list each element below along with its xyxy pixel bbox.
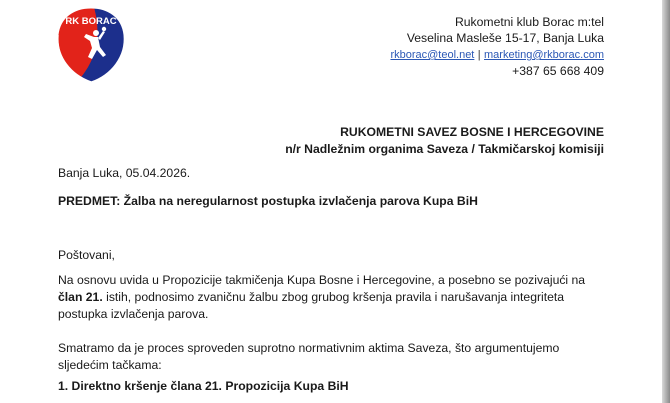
- recipient-line-1: RUKOMETNI SAVEZ BOSNE I HERCEGOVINE: [340, 125, 604, 139]
- paragraph-1: [58, 272, 606, 324]
- letter-greeting: Poštovani,: [58, 248, 115, 262]
- paragraph-2: Smatramo da je proces sproveden suprotno normativnim aktima Saveza, što argumentujemo sljedećim tačkama:: [58, 341, 560, 373]
- sender-address: Veselina Masleše 15-17, Banja Luka: [406, 31, 604, 45]
- sender-phone: +387 65 668 409: [512, 64, 604, 78]
- email-separator: |: [477, 49, 481, 61]
- sender-emails: [390, 46, 604, 63]
- paragraph-1-bold-article: član 21.: [58, 290, 103, 305]
- email-link-marketing[interactable]: marketing@rkborac.com: [484, 49, 604, 61]
- recipient-line-2: n/r Nadležnim organima Saveza / Takmičarskoj komisiji: [285, 142, 604, 156]
- email-link-teol[interactable]: rkborac@teol.net: [390, 49, 475, 61]
- sender-name: Rukometni klub Borac m:tel: [454, 15, 604, 29]
- section-heading-1: 1. Direktno kršenje člana 21. Propozicija Kupa BiH: [58, 379, 349, 393]
- rk-borac-logo: [56, 7, 126, 83]
- page-edge-shadow: [662, 0, 670, 403]
- paragraph-1-start: Na osnovu uvida u Propozicije takmičenja Kupa Bosne i Hercegovine, a posebno se pozivajući na: [58, 273, 586, 287]
- letter-subject: PREDMET: Žalba na neregularnost postupka izvlačenja parova Kupa BiH: [58, 194, 478, 208]
- paragraph-1-end: istih, podnosimo zvaničnu žalbu zbog grubog kršenja pravila i narušavanja integriteta postupka izvlačenja parova.: [58, 290, 565, 322]
- letter-date: Banja Luka, 05.04.2026.: [58, 166, 191, 180]
- recipient-block: [285, 124, 604, 158]
- sender-block: [390, 14, 604, 79]
- logo-text: RK BORAC: [65, 16, 117, 27]
